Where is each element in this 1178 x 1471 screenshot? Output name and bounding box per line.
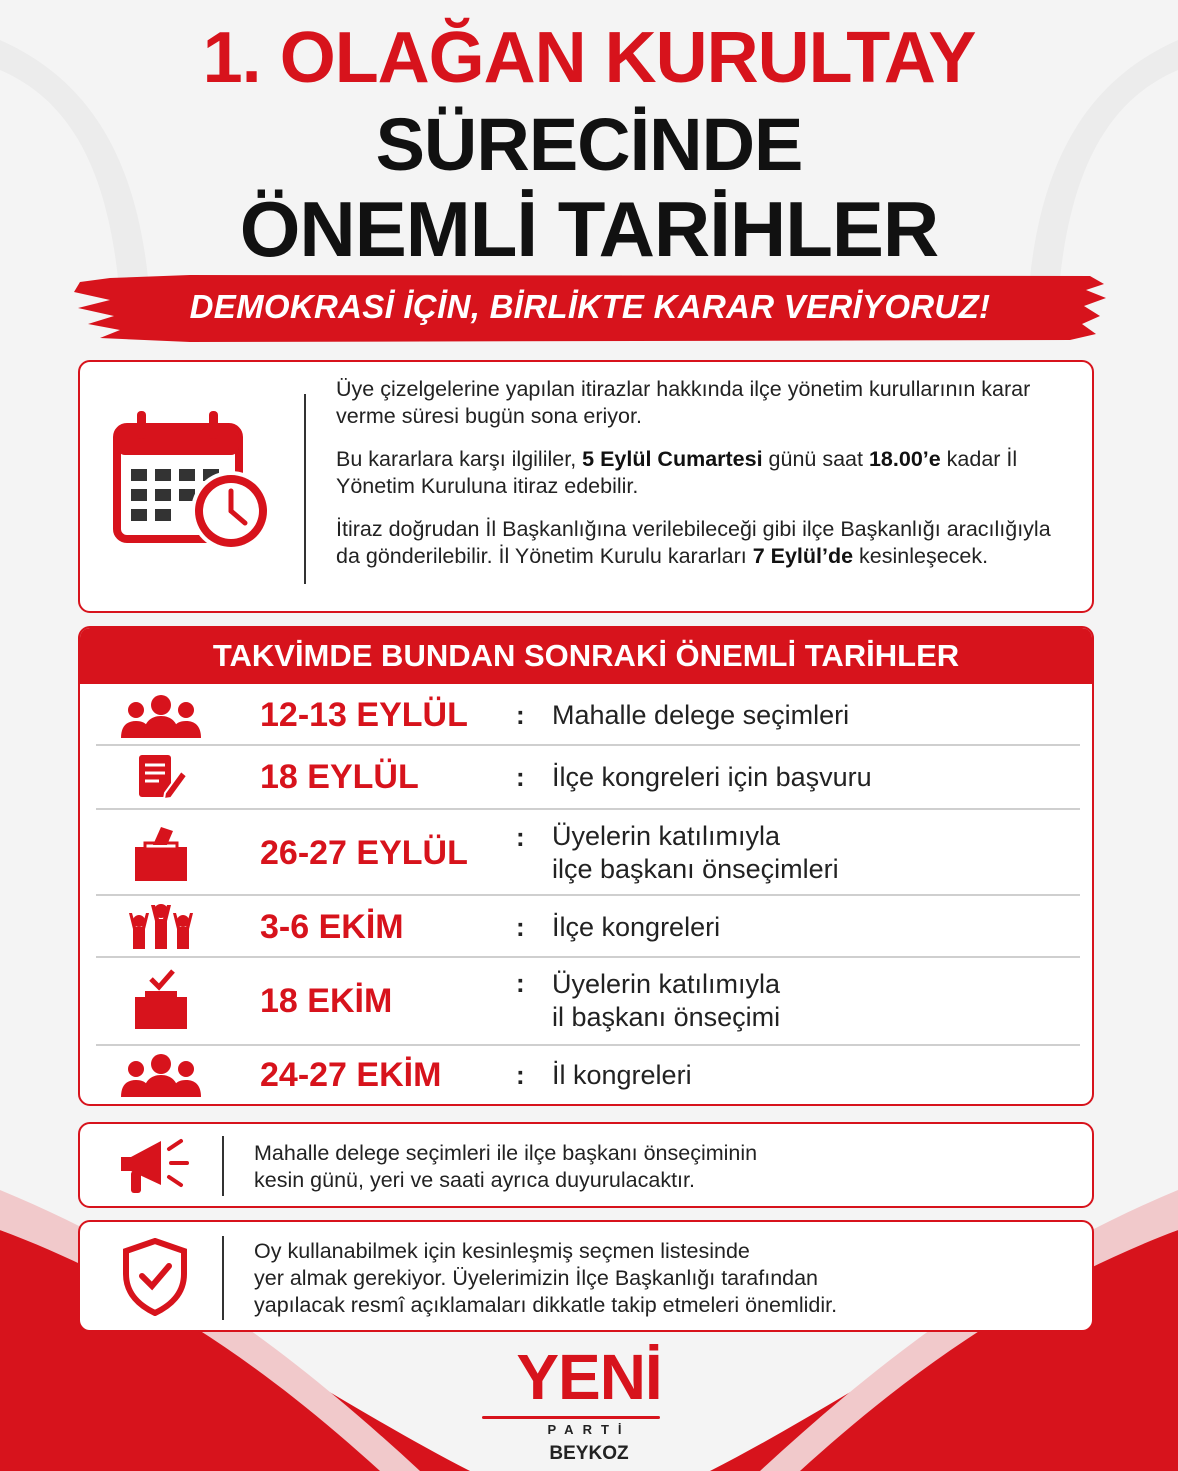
- schedule-colon: :: [516, 968, 525, 998]
- schedule-date: 18 EYLÜL: [260, 758, 419, 796]
- schedule-colon: :: [516, 700, 525, 730]
- schedule-event: [552, 761, 872, 794]
- schedule-event: [552, 911, 720, 944]
- group-icon: [116, 1052, 206, 1098]
- schedule-event-line1: İl kongreleri: [552, 1060, 692, 1090]
- schedule-event-line1: Üyelerin katılımıyla: [552, 969, 781, 999]
- divider: [222, 1136, 224, 1196]
- title-line-3: ÖNEMLİ TARİHLER: [239, 185, 939, 273]
- ballot-box-check-icon: [116, 968, 206, 1032]
- schedule-event-line1: Üyelerin katılımıyla: [552, 821, 781, 851]
- voter-list-text: [254, 1238, 1054, 1319]
- schedule-box: [78, 626, 1094, 1106]
- schedule-row: [96, 748, 1080, 806]
- info-highlight-time: 18.00’e: [868, 447, 941, 471]
- row-divider: [96, 894, 1080, 896]
- info-paragraph-3: [336, 516, 1076, 570]
- info-paragraph-2: [336, 446, 1076, 500]
- announcement-line-2: kesin günü, yeri ve saati ayrıca duyurulacaktır.: [254, 1168, 695, 1192]
- voter-line-1: Oy kullanabilmek için kesinleşmiş seçmen listesinde: [254, 1239, 750, 1263]
- voter-list-box: [78, 1220, 1094, 1332]
- title-line-2: SÜRECİNDE: [375, 103, 803, 186]
- schedule-event: [552, 699, 849, 732]
- info-text: kesinleşecek.: [853, 544, 989, 568]
- schedule-event-line2: il başkanı önseçimi: [552, 1002, 781, 1032]
- logo-underline: [482, 1416, 660, 1419]
- announcement-line-1: Mahalle delege seçimleri ile ilçe başkanı önseçiminin: [254, 1141, 758, 1165]
- row-divider: [96, 1044, 1080, 1046]
- schedule-title: TAKVİMDE BUNDAN SONRAKİ ÖNEMLİ TARİHLER: [80, 628, 1092, 684]
- document-edit-icon: [116, 753, 206, 801]
- shield-check-icon: [110, 1236, 200, 1318]
- deadline-info-box: [78, 360, 1094, 613]
- slogan-banner: [70, 272, 1110, 344]
- info-text: günü saat: [762, 447, 869, 471]
- calendar-clock-icon: [104, 392, 284, 572]
- schedule-row: [96, 812, 1080, 894]
- divider: [222, 1236, 224, 1320]
- schedule-row: [96, 898, 1080, 956]
- schedule-colon: :: [516, 822, 525, 852]
- schedule-date: 24-27 EKİM: [260, 1056, 442, 1094]
- title-line-1: 1. OLAĞAN KURULTAY: [202, 18, 976, 98]
- announcement-box: [78, 1122, 1094, 1208]
- schedule-row: [96, 960, 1080, 1042]
- schedule-date: 26-27 EYLÜL: [260, 834, 468, 872]
- party-logo-yeni: YENİ: [516, 1341, 662, 1413]
- row-divider: [96, 808, 1080, 810]
- cheering-people-icon: [116, 902, 206, 952]
- schedule-row: [96, 1048, 1080, 1104]
- group-icon: [116, 692, 206, 740]
- ballot-box-icon: [116, 822, 206, 884]
- schedule-colon: :: [516, 762, 525, 792]
- schedule-date: 3-6 EKİM: [260, 908, 404, 946]
- info-text: kadar İl Yönetim Kuruluna itiraz edebilir.: [336, 447, 1018, 498]
- voter-line-3: yapılacak resmî açıklamaları dikkatle takip etmeleri önemlidir.: [254, 1293, 838, 1317]
- schedule-event-line2: ilçe başkanı önseçimleri: [552, 854, 839, 884]
- announcement-text: [254, 1140, 1054, 1194]
- schedule-colon: :: [516, 1060, 525, 1090]
- party-logo-parti: PARTİ: [547, 1422, 631, 1437]
- info-text: Bu kararlara karşı ilgililer,: [336, 447, 583, 471]
- voter-line-2: yer almak gerekiyor. Üyelerimizin İlçe Başkanlığı tarafından: [254, 1266, 819, 1290]
- schedule-date: 18 EKİM: [260, 982, 393, 1020]
- schedule-event: [552, 820, 839, 886]
- schedule-event-line1: Mahalle delege seçimleri: [552, 700, 850, 730]
- schedule-event-line1: İlçe kongreleri: [552, 912, 721, 942]
- row-divider: [96, 744, 1080, 746]
- schedule-event-line1: İlçe kongreleri için başvuru: [552, 762, 872, 792]
- info-highlight-date: 7 Eylül’de: [752, 544, 854, 568]
- info-paragraph-1: Üye çizelgelerine yapılan itirazlar hakkında ilçe yönetim kurullarının karar verme süresi bugün sona eriyor.: [336, 377, 1031, 428]
- divider: [304, 394, 306, 584]
- schedule-colon: :: [516, 912, 525, 942]
- megaphone-icon: [110, 1134, 200, 1198]
- info-highlight-date: 5 Eylül Cumartesi: [582, 447, 763, 471]
- slogan-text: DEMOKRASİ İÇİN, BİRLİKTE KARAR VERİYORUZ!: [189, 288, 991, 325]
- schedule-event: [552, 1059, 692, 1092]
- party-logo-beykoz: BEYKOZ: [549, 1443, 629, 1464]
- schedule-event: [552, 968, 780, 1034]
- schedule-row: [96, 688, 1080, 744]
- schedule-date: 12-13 EYLÜL: [260, 696, 468, 734]
- row-divider: [96, 956, 1080, 958]
- info-text: İtiraz doğrudan İl Başkanlığına verilebileceği gibi ilçe Başkanlığı aracılığıyla da gönderilebilir. İl Yönetim Kurulu kararları: [336, 517, 1051, 568]
